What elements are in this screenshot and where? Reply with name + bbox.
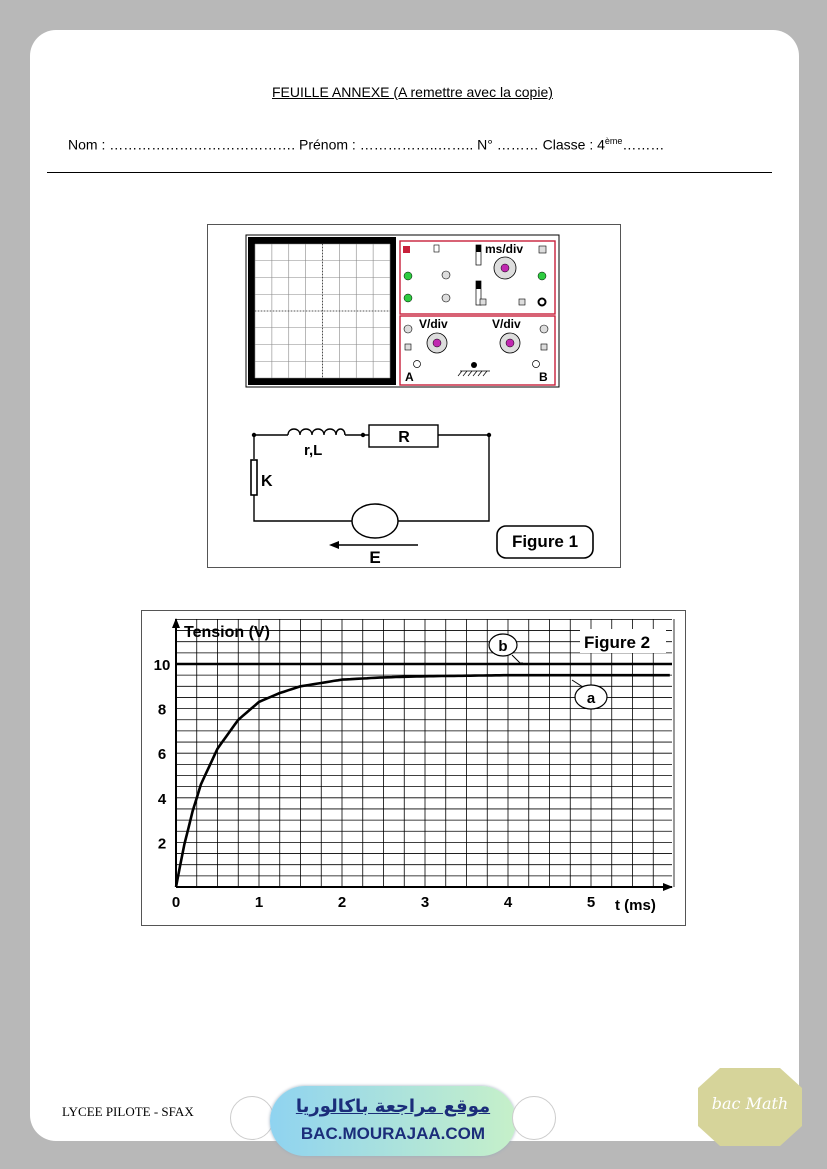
- inductor-coil-icon: [288, 429, 345, 435]
- curve-a-label: a: [586, 690, 596, 707]
- switch-symbol: [251, 460, 257, 495]
- generator-label: E: [369, 548, 381, 567]
- chart-title: Figure 2: [584, 633, 651, 652]
- input-jack-b-icon: [533, 361, 540, 368]
- ground-terminal-icon: [471, 362, 477, 368]
- square-button[interactable]: [480, 299, 486, 305]
- figure-1: [207, 224, 621, 568]
- output-jack-icon: [539, 299, 546, 306]
- channel-a-label: A: [405, 370, 414, 384]
- generator-symbol: [352, 504, 398, 538]
- square-button[interactable]: [405, 344, 411, 350]
- x-tick-label: 1: [254, 894, 264, 911]
- curve-a-callout: [572, 680, 607, 709]
- slider-thumb[interactable]: [476, 281, 481, 289]
- channel-b-label: B: [539, 370, 548, 384]
- small-knob-icon[interactable]: [442, 294, 450, 302]
- figure-1-drawing: [208, 225, 620, 567]
- node-dot: [361, 433, 365, 437]
- class-superscript: ème: [604, 136, 623, 146]
- knob-center-icon: [501, 264, 509, 272]
- footer-school: LYCEE PILOTE - SFAX: [62, 1104, 194, 1119]
- timebase-label: ms/div: [485, 242, 524, 256]
- class-dots: ………: [622, 136, 665, 153]
- figure-2: [141, 610, 686, 926]
- input-jack-a-icon: [414, 361, 421, 368]
- x-axis-arrow-icon: [663, 883, 673, 891]
- x-tick-label: 4: [503, 894, 513, 911]
- x-tick-label: 0: [171, 894, 181, 911]
- curve-b-callout: [489, 634, 523, 663]
- x-tick-label: 3: [420, 894, 430, 911]
- page-title: FEUILLE ANNEXE (A remettre avec la copie): [272, 84, 553, 100]
- power-switch[interactable]: [403, 246, 410, 253]
- channel-b-volts-label: V/div: [492, 317, 521, 331]
- emf-arrow-head-icon: [329, 541, 339, 549]
- small-knob-icon[interactable]: [442, 271, 450, 279]
- led-green-icon: [538, 272, 546, 280]
- badge-text: bac Math: [711, 1094, 789, 1113]
- knob-center-icon: [433, 339, 441, 347]
- switch-label: K: [261, 473, 273, 490]
- x-tick-label: 2: [337, 894, 347, 911]
- y-tick-label: 4: [157, 790, 167, 808]
- site-name-arabic: موقع مراجعة باكالوريا: [295, 1096, 491, 1117]
- channel-a-volts-label: V/div: [419, 317, 448, 331]
- square-button[interactable]: [519, 299, 525, 305]
- curve-b-label: b: [498, 638, 508, 655]
- tension-chart: [142, 611, 685, 925]
- site-url[interactable]: BAC.MOURAJAA.COM: [300, 1124, 486, 1143]
- led-green-icon: [404, 294, 412, 302]
- resistor-label: R: [398, 429, 410, 446]
- y-tick-label: 6: [157, 746, 167, 764]
- knob-center-icon: [506, 339, 514, 347]
- site-logo-icon: [230, 1096, 274, 1140]
- y-axis-label: Tension (V): [184, 624, 270, 641]
- identity-fields: Nom : …………………………………. Prénom : ……………..…….. N° ……… Classe : 4: [68, 136, 605, 153]
- header-divider: [47, 172, 772, 173]
- figure-1-caption: Figure 1: [511, 532, 579, 551]
- identity-line: [68, 136, 664, 153]
- square-button[interactable]: [541, 344, 547, 350]
- x-tick-label: 5: [586, 894, 596, 911]
- slider-thumb[interactable]: [476, 245, 481, 252]
- y-tick-label: 2: [157, 835, 167, 853]
- square-button[interactable]: [539, 246, 546, 253]
- node-dot: [252, 433, 256, 437]
- y-tick-label: 10: [153, 657, 171, 674]
- mini-switch[interactable]: [434, 245, 439, 252]
- y-tick-label: 8: [157, 701, 167, 719]
- small-knob-icon[interactable]: [540, 325, 548, 333]
- bac-math-badge: [696, 1066, 804, 1148]
- led-green-icon: [404, 272, 412, 280]
- chart-grid: [176, 619, 685, 887]
- node-dot: [487, 433, 491, 437]
- site-banner[interactable]: [270, 1086, 516, 1156]
- small-knob-icon[interactable]: [404, 325, 412, 333]
- coil-label: r,L: [304, 442, 323, 459]
- chart-axes: [172, 618, 673, 891]
- site-logo-icon: [512, 1096, 556, 1140]
- x-axis-label: t (ms): [615, 897, 656, 914]
- page-sheet: [30, 30, 799, 1141]
